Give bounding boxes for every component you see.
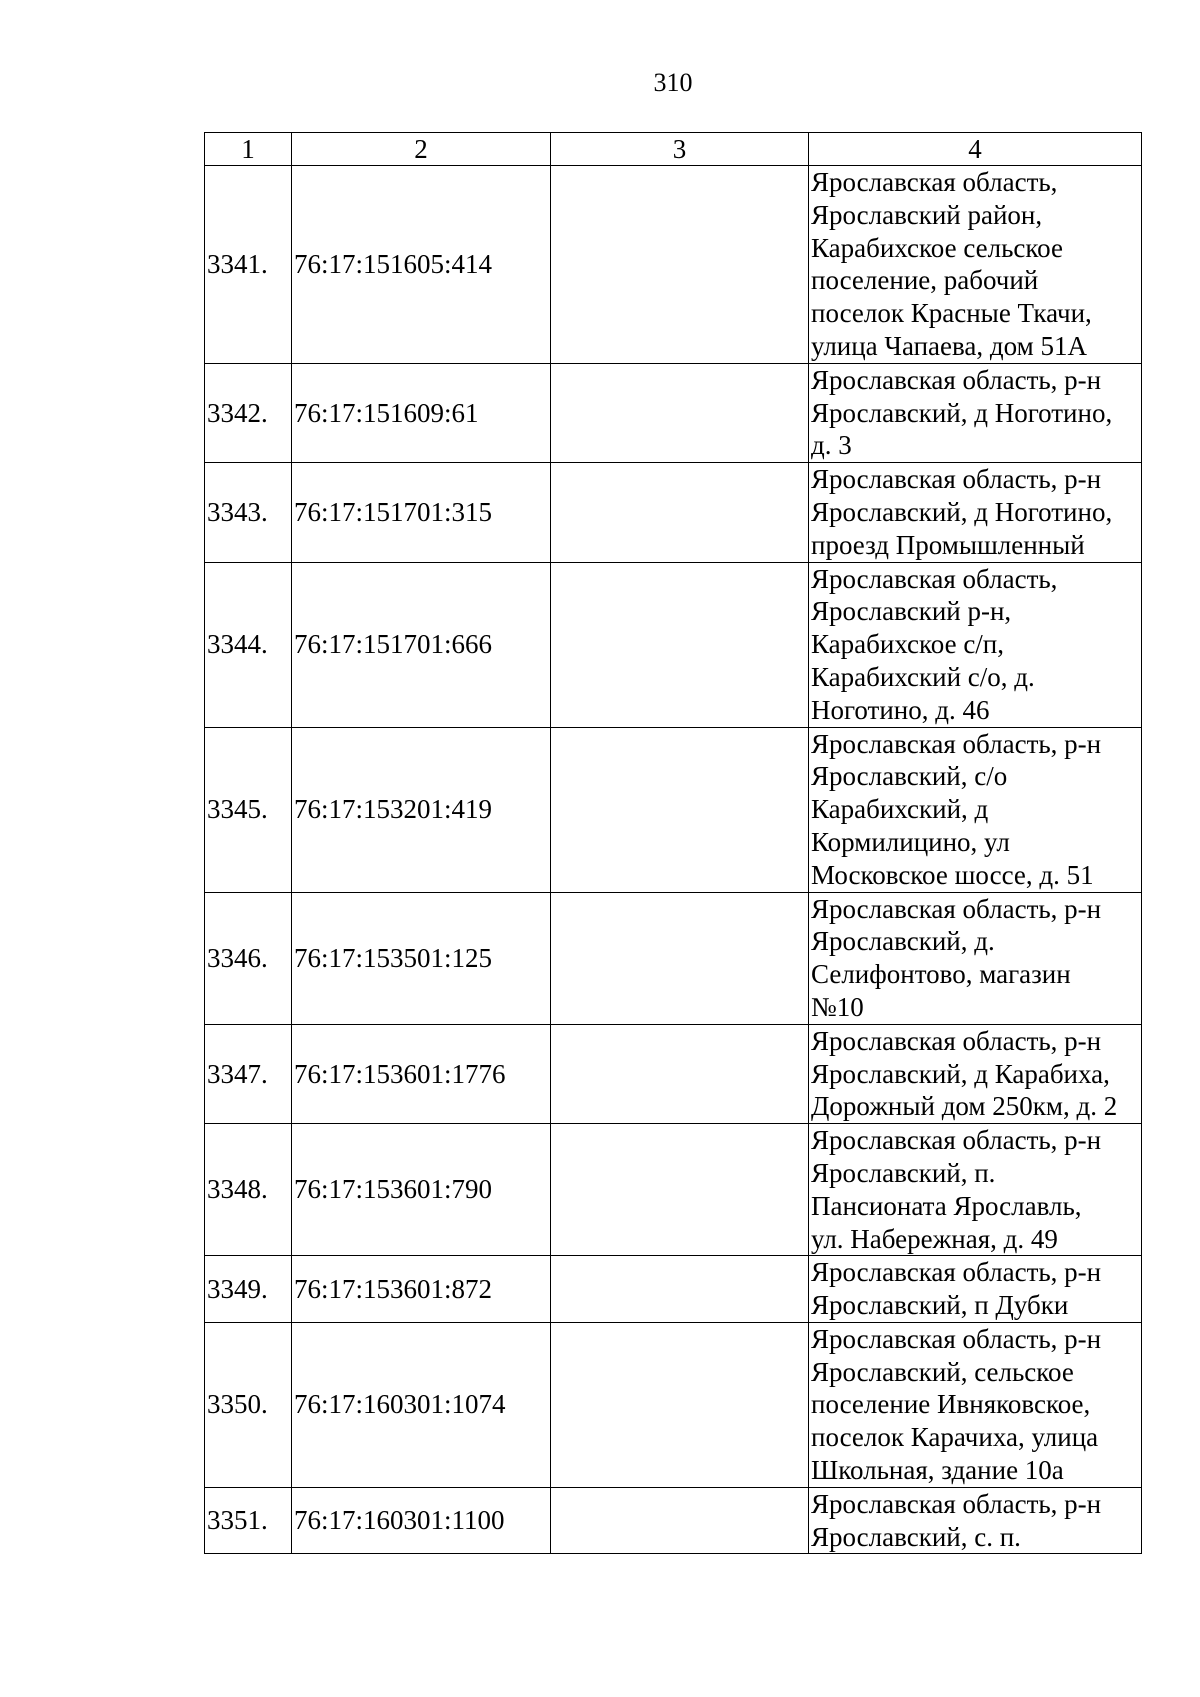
table-row [205,892,1142,1024]
table-row [205,463,1142,562]
address-line: Селифонтово, магазин [811,959,1071,990]
cadastral-number: 76:17:153601:790 [292,1124,551,1256]
address-line: улица Чапаева, дом 51А [811,330,1087,361]
table-row [205,166,1142,364]
table-row [205,1322,1142,1487]
address-line: Дорожный дом 250км, д. 2 [811,1091,1118,1122]
column-3-cell [551,463,809,562]
row-number: 3343. [205,463,292,562]
cadastral-number: 76:17:153601:872 [292,1256,551,1323]
cadastral-number: 76:17:153201:419 [292,727,551,892]
address-line: Школьная, здание 10а [811,1455,1064,1486]
address-line: Ярославская область, р-н [811,893,1102,924]
address-line: Ярославский, п Дубки [811,1290,1069,1321]
address-cell [809,1024,1142,1123]
address-line: Ярославский, д Ноготино, [811,496,1113,527]
page-number: 310 [653,68,693,97]
cadastral-number: 76:17:151701:315 [292,463,551,562]
address-line: Карабихское с/п, [811,629,1005,660]
address-line: Ноготино, д. 46 [811,694,990,725]
address-line: Пансионата Ярославль, [811,1190,1082,1221]
address-line: Карабихское сельское [811,232,1063,263]
table-row [205,1024,1142,1123]
address-cell [809,463,1142,562]
column-3-cell [551,727,809,892]
address-line: поселок Карачиха, улица [811,1422,1099,1453]
address-line: Ярославская область, [811,167,1058,197]
address-line: Ярославский, с. п. [811,1521,1021,1552]
column-3-cell [551,1124,809,1256]
address-cell [809,1124,1142,1256]
address-line: Ярославский, д. [811,926,995,957]
row-number: 3351. [205,1487,292,1554]
address-line: Ярославский, сельское [811,1356,1074,1387]
address-line: проезд Промышленный [811,529,1085,560]
address-cell [809,166,1142,364]
address-line: Московское шоссе, д. 51 [811,859,1094,890]
address-line: Карабихский, д [811,794,989,825]
address-cell [809,727,1142,892]
address-line: Ярославская область, р-н [811,1257,1102,1288]
address-line: д. 3 [811,430,852,461]
row-number: 3342. [205,363,292,462]
address-line: Ярославская область, р-н [811,728,1102,759]
address-line: №10 [811,991,864,1022]
row-number: 3341. [205,166,292,364]
column-3-cell [551,892,809,1024]
row-number: 3348. [205,1124,292,1256]
cadastral-number: 76:17:160301:1074 [292,1322,551,1487]
row-number: 3344. [205,562,292,727]
address-line: Ярославский район, [811,199,1043,230]
address-cell [809,562,1142,727]
table-row [205,562,1142,727]
address-line: поселение, рабочий [811,265,1039,296]
address-line: Ярославская область, р-н [811,1323,1102,1354]
address-line: Ярославская область, р-н [811,364,1102,395]
registry-table [204,132,1142,1554]
address-cell [809,892,1142,1024]
row-number: 3350. [205,1322,292,1487]
column-3-cell [551,1487,809,1554]
table-row [205,1124,1142,1256]
table-row [205,1256,1142,1323]
address-line: Ярославская область, р-н [811,1488,1102,1519]
address-line: Ярославский, с/о [811,761,1008,792]
cadastral-number: 76:17:151609:61 [292,363,551,462]
address-line: Ярославский, п. [811,1157,996,1188]
column-header-4: 4 [809,133,1142,166]
column-3-cell [551,1256,809,1323]
column-3-cell [551,1322,809,1487]
cadastral-number: 76:17:160301:1100 [292,1487,551,1554]
address-line: поселок Красные Ткачи, [811,298,1092,329]
table-row [205,1487,1142,1554]
address-cell [809,363,1142,462]
table-row [205,727,1142,892]
column-3-cell [551,562,809,727]
row-number: 3349. [205,1256,292,1323]
address-line: Кормилицино, ул [811,826,1010,857]
column-3-cell [551,363,809,462]
column-header-2: 2 [292,133,551,166]
address-line: ул. Набережная, д. 49 [811,1223,1058,1254]
row-number: 3345. [205,727,292,892]
row-number: 3346. [205,892,292,1024]
address-line: Ярославская область, р-н [811,1025,1102,1056]
address-line: Ярославский, д Ноготино, [811,397,1113,428]
cadastral-number: 76:17:151701:666 [292,562,551,727]
row-number: 3347. [205,1024,292,1123]
table-body [205,166,1142,1554]
address-line: Ярославский р-н, [811,596,1012,627]
address-line: Ярославская область, р-н [811,464,1102,495]
address-cell [809,1322,1142,1487]
address-line: Ярославская область, [811,563,1058,594]
cadastral-number: 76:17:153501:125 [292,892,551,1024]
address-cell [809,1256,1142,1323]
column-3-cell [551,166,809,364]
address-line: Ярославский, д Карабиха, [811,1058,1110,1089]
column-header-1: 1 [205,133,292,166]
table-row [205,363,1142,462]
address-line: Ярославская область, р-н [811,1125,1102,1156]
address-line: поселение Ивняковское, [811,1389,1091,1420]
address-line: Карабихский с/о, д. [811,661,1035,692]
address-cell [809,1487,1142,1554]
cadastral-number: 76:17:151605:414 [292,166,551,364]
column-header-3: 3 [551,133,809,166]
cadastral-number: 76:17:153601:1776 [292,1024,551,1123]
column-3-cell [551,1024,809,1123]
header-row [205,133,1142,166]
